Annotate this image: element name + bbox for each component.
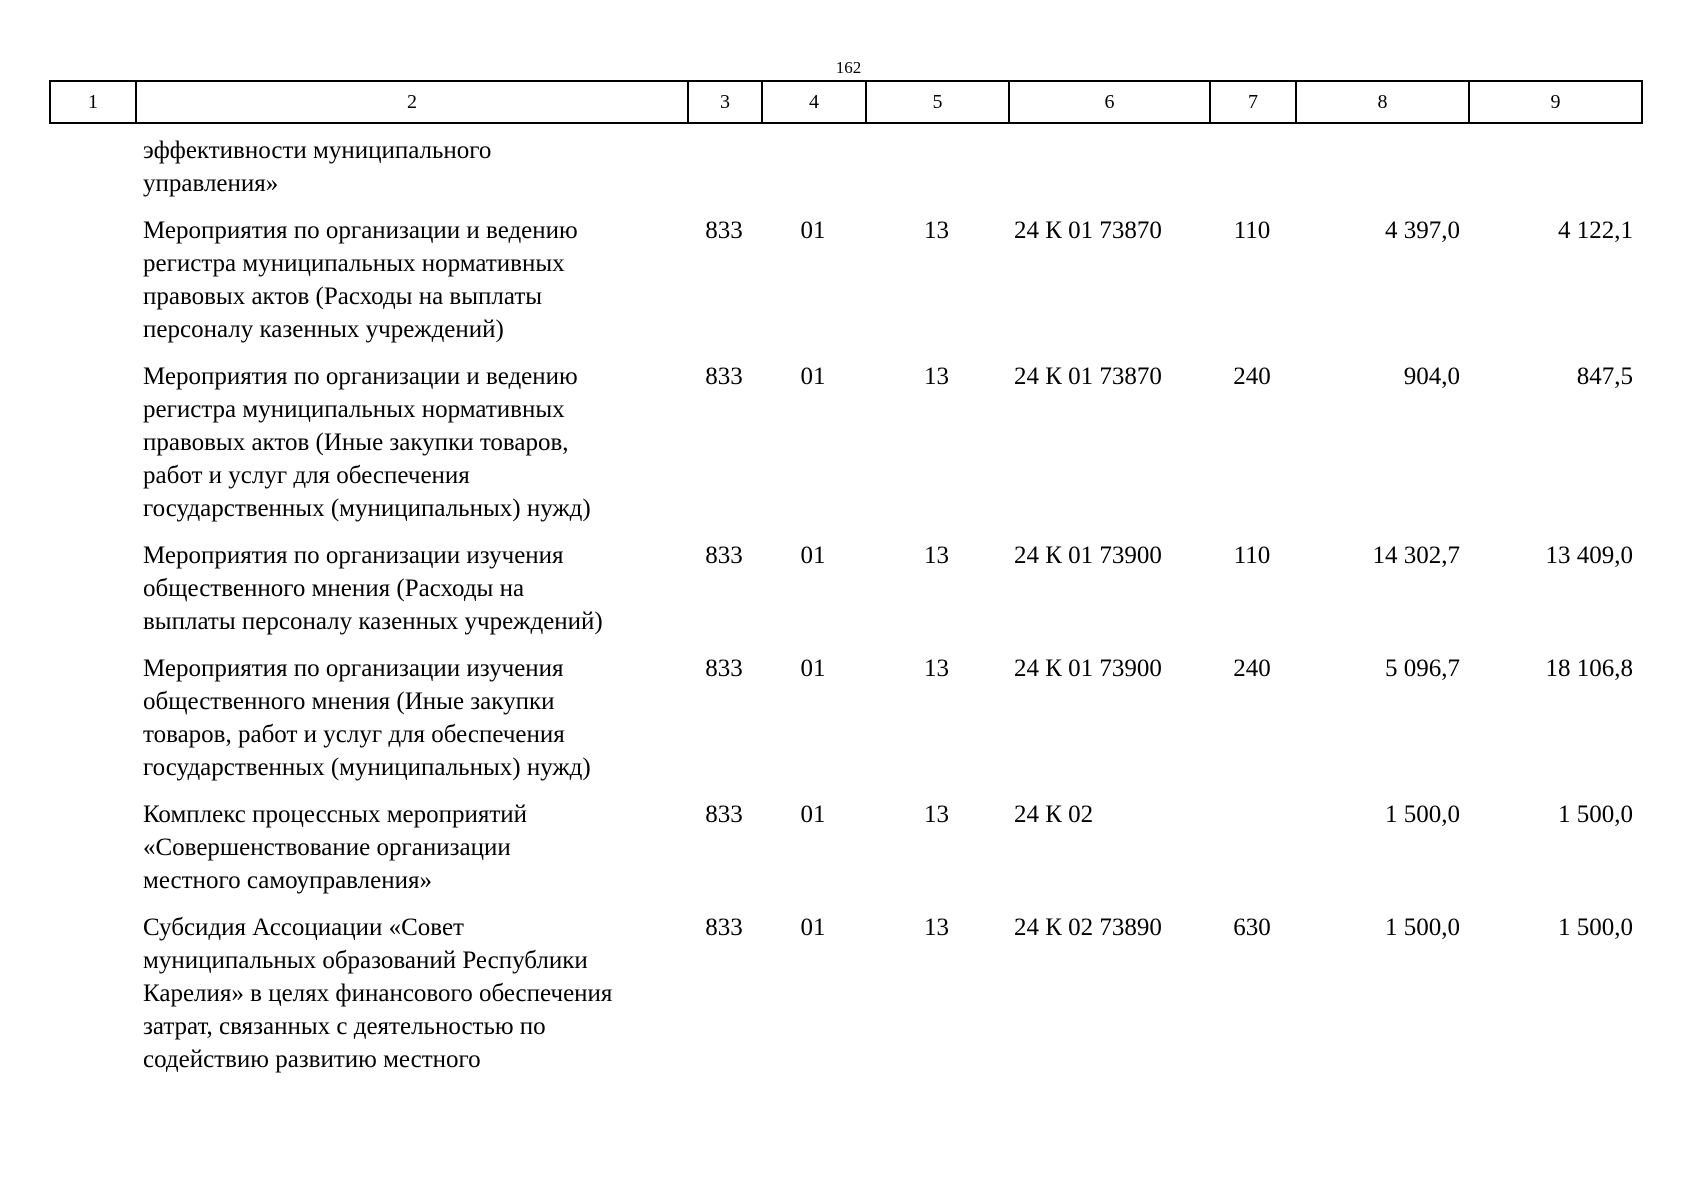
description-line: Мероприятия по организации и ведению <box>143 217 578 244</box>
table-row <box>49 638 1641 784</box>
row-description <box>49 638 687 784</box>
column-header-table <box>49 80 1643 124</box>
description-line: местного самоуправления» <box>143 867 432 894</box>
cell-col6: 24 К 01 73900 <box>1014 655 1162 682</box>
cell-col6: 24 К 02 <box>1014 801 1094 828</box>
cell-col7: 630 <box>1233 914 1271 941</box>
column-header: 4 <box>762 81 866 123</box>
cell-col4: 01 <box>800 914 826 941</box>
cell-col8: 1 500,0 <box>1385 914 1460 941</box>
column-header: 3 <box>688 81 762 123</box>
row-description <box>49 897 687 1076</box>
cell-col9: 18 106,8 <box>1545 655 1633 682</box>
cell-col3: 833 <box>705 363 743 390</box>
column-header: 2 <box>136 81 688 123</box>
cell-col7: 110 <box>1233 217 1271 244</box>
cell-col4: 01 <box>800 655 826 682</box>
description-line: затрат, связанных с деятельностью по <box>143 1013 546 1040</box>
table-row <box>49 897 1641 1076</box>
table-row <box>49 525 1641 638</box>
cell-col4: 01 <box>800 363 826 390</box>
cell-col3 <box>687 134 761 200</box>
description-line: товаров, работ и услуг для обеспечения <box>143 721 565 748</box>
table-row <box>49 346 1641 525</box>
cell-col7: 240 <box>1233 655 1271 682</box>
row-description <box>49 784 687 897</box>
column-header-row <box>50 81 1642 123</box>
cell-col5: 13 <box>924 363 949 390</box>
cell-col3: 833 <box>705 542 743 569</box>
description-line: общественного мнения (Иные закупки <box>143 688 555 715</box>
table-row <box>49 200 1641 346</box>
description-line: муниципальных образований Республики <box>143 947 588 974</box>
column-header: 5 <box>866 81 1009 123</box>
cell-col7: 240 <box>1233 363 1271 390</box>
column-header: 7 <box>1210 81 1296 123</box>
cell-col6: 24 К 01 73870 <box>1014 363 1162 390</box>
description-line: регистра муниципальных нормативных <box>143 250 565 277</box>
description-line: Субсидия Ассоциации «Совет <box>143 914 464 941</box>
cell-col9: 13 409,0 <box>1545 542 1633 569</box>
row-description <box>49 525 687 638</box>
cell-col4: 01 <box>800 217 826 244</box>
cell-col5: 13 <box>924 217 949 244</box>
cell-col8 <box>1295 134 1468 200</box>
description-line: государственных (муниципальных) нужд) <box>143 754 591 781</box>
column-header: 1 <box>50 81 136 123</box>
description-line: персоналу казенных учреждений) <box>143 316 504 343</box>
cell-col3: 833 <box>705 217 743 244</box>
description-line: эффективности муниципального <box>143 137 492 164</box>
cell-col5: 13 <box>924 655 949 682</box>
cell-col5: 13 <box>924 914 949 941</box>
cell-col7 <box>1209 134 1295 200</box>
description-line: правовых актов (Иные закупки товаров, <box>143 429 569 456</box>
cell-col9: 1 500,0 <box>1558 801 1633 828</box>
cell-col9: 4 122,1 <box>1558 217 1633 244</box>
description-line: Комплекс процессных мероприятий <box>143 801 528 828</box>
description-line: Мероприятия по организации и ведению <box>143 363 578 390</box>
cell-col9: 847,5 <box>1576 363 1633 390</box>
description-line: государственных (муниципальных) нужд) <box>143 495 591 522</box>
column-header: 8 <box>1296 81 1469 123</box>
cell-col7: 110 <box>1233 542 1271 569</box>
description-line: Мероприятия по организации изучения <box>143 542 564 569</box>
cell-col9: 1 500,0 <box>1558 914 1633 941</box>
cell-col8: 904,0 <box>1403 363 1460 390</box>
cell-col6: 24 К 02 73890 <box>1014 914 1162 941</box>
table-row <box>49 134 1641 200</box>
cell-col3: 833 <box>705 801 743 828</box>
page-number: 162 <box>835 58 862 77</box>
description-line: содействию развитию местного <box>143 1046 481 1073</box>
cell-col8: 14 302,7 <box>1372 542 1460 569</box>
description-line: выплаты персоналу казенных учреждений) <box>143 608 603 635</box>
cell-col3: 833 <box>705 655 743 682</box>
description-line: общественного мнения (Расходы на <box>143 575 525 602</box>
cell-col7 <box>1209 784 1295 897</box>
cell-col8: 5 096,7 <box>1385 655 1460 682</box>
cell-col3: 833 <box>705 914 743 941</box>
description-line: Мероприятия по организации изучения <box>143 655 564 682</box>
row-description <box>49 134 687 200</box>
cell-col4: 01 <box>800 801 826 828</box>
column-header: 6 <box>1009 81 1210 123</box>
cell-col8: 4 397,0 <box>1385 217 1460 244</box>
cell-col5 <box>865 134 1008 200</box>
description-line: Карелия» в целях финансового обеспечения <box>143 980 613 1007</box>
cell-col5: 13 <box>924 542 949 569</box>
description-line: регистра муниципальных нормативных <box>143 396 565 423</box>
budget-table-body <box>49 134 1641 1076</box>
description-line: правовых актов (Расходы на выплаты <box>143 283 543 310</box>
cell-col4 <box>761 134 865 200</box>
cell-col6: 24 К 01 73900 <box>1014 542 1162 569</box>
cell-col4: 01 <box>800 542 826 569</box>
cell-col6 <box>1008 134 1209 200</box>
description-line: работ и услуг для обеспечения <box>143 462 470 489</box>
cell-col6: 24 К 01 73870 <box>1014 217 1162 244</box>
description-line: управления» <box>143 170 279 197</box>
cell-col5: 13 <box>924 801 949 828</box>
cell-col9 <box>1468 134 1641 200</box>
table-row <box>49 784 1641 897</box>
cell-col8: 1 500,0 <box>1385 801 1460 828</box>
row-description <box>49 200 687 346</box>
column-header: 9 <box>1469 81 1642 123</box>
description-line: «Совершенствование организации <box>143 834 511 861</box>
row-description <box>49 346 687 525</box>
